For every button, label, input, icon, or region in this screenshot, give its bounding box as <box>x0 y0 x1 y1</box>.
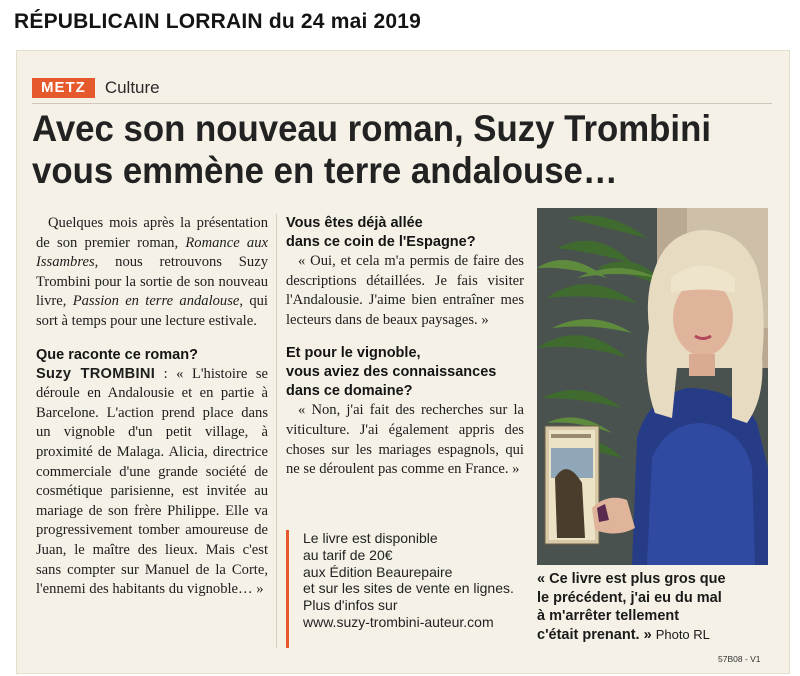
column-divider <box>276 214 277 648</box>
page-code: 57B08 - V1 <box>718 654 761 664</box>
answer-1-paragraph <box>36 365 268 600</box>
section-rubric: Culture <box>104 78 160 97</box>
caption-line-1: « Ce livre est plus gros que <box>537 571 726 587</box>
answer-3-text: « Non, j'ai fait des recherches sur la viticulture. J'ai également appris des choses sur les mariages espagnols, qui ne se déroulent pas comme en France. » <box>286 402 524 478</box>
intro-text-1: Quelques mois après la présentation de son premier roman, <box>36 215 268 251</box>
intro-text-3: , qui sort à temps pour une lecture estivale. <box>36 293 268 329</box>
info-line-availability: Le livre est disponible <box>303 530 438 546</box>
article-kicker <box>32 78 160 98</box>
info-line-publisher: aux Édition Beaurepaire <box>303 563 453 580</box>
speaker-name: Suzy TROMBINI <box>36 365 156 382</box>
first-novel-title: Romance aux Issambres <box>36 234 268 271</box>
kicker-divider <box>32 103 772 104</box>
answer-2-text: « Oui, et cela m'a permis de faire des descriptions détaillées. Je fais visiter l'Andalousie. J'aime bien entraîner mes lecteurs dans de beaux paysages. » <box>286 253 524 328</box>
newspaper-header-title: RÉPUBLICAIN LORRAIN du 24 mai 2019 <box>14 10 422 33</box>
author-photo <box>537 208 768 565</box>
info-line-online: et sur les sites de vente en lignes. <box>303 580 514 597</box>
new-novel-title: Passion en terre andalouse <box>72 293 240 310</box>
photo-caption <box>537 570 777 644</box>
question-3: Et pour le vignoble, vous aviez des connaissances dans ce domaine? <box>286 345 497 400</box>
headline-line-2: vous emmène en terre andalouse… <box>32 150 618 191</box>
author-photo-illustration <box>537 208 768 565</box>
info-line-price: au tarif de 20€ <box>303 546 393 563</box>
question-1: Que raconte ce roman? <box>36 346 198 363</box>
location-tag: METZ <box>32 78 95 98</box>
intro-text-2: , nous retrouvons Suzy Trombini pour la sortie de son nouveau livre, <box>36 254 268 310</box>
article-headline <box>32 108 737 192</box>
caption-line-4: c'était prenant. » Photo RL <box>537 626 710 643</box>
answer-1-text: : « L'histoire se déroule en Andalousie et en partie à Barcelone. L'action prend place dans un vignoble d'un petit village, à proximité de Malaga. Alicia, directrice commerciale d'une grande société de cosmétique parisienne, est invitée au mariage de son frère Philippe. Elle va progressivement tomber amoureuse de Juan, le maître des lieux. Mais c'est sans compter sur Manuel de la Corte, l'ennemi des habitants du vignoble… » <box>36 365 268 598</box>
intro-paragraph <box>36 214 268 332</box>
article-column-1 <box>36 214 268 600</box>
photo-credit: Photo RL <box>655 626 710 642</box>
author-website-link[interactable]: www.suzy-trombini-auteur.com <box>303 613 494 630</box>
caption-line-2: le précédent, j'ai eu du mal <box>537 589 722 606</box>
caption-line-3: à m'arrêter tellement <box>537 608 680 625</box>
question-2: Vous êtes déjà allée dans ce coin de l'Espagne? <box>286 215 476 250</box>
headline-line-1: Avec son nouveau roman, Suzy Trombini <box>32 108 712 149</box>
info-line-more: Plus d'infos sur <box>303 597 398 614</box>
article-column-2 <box>286 214 524 480</box>
book-info-box <box>286 530 522 648</box>
